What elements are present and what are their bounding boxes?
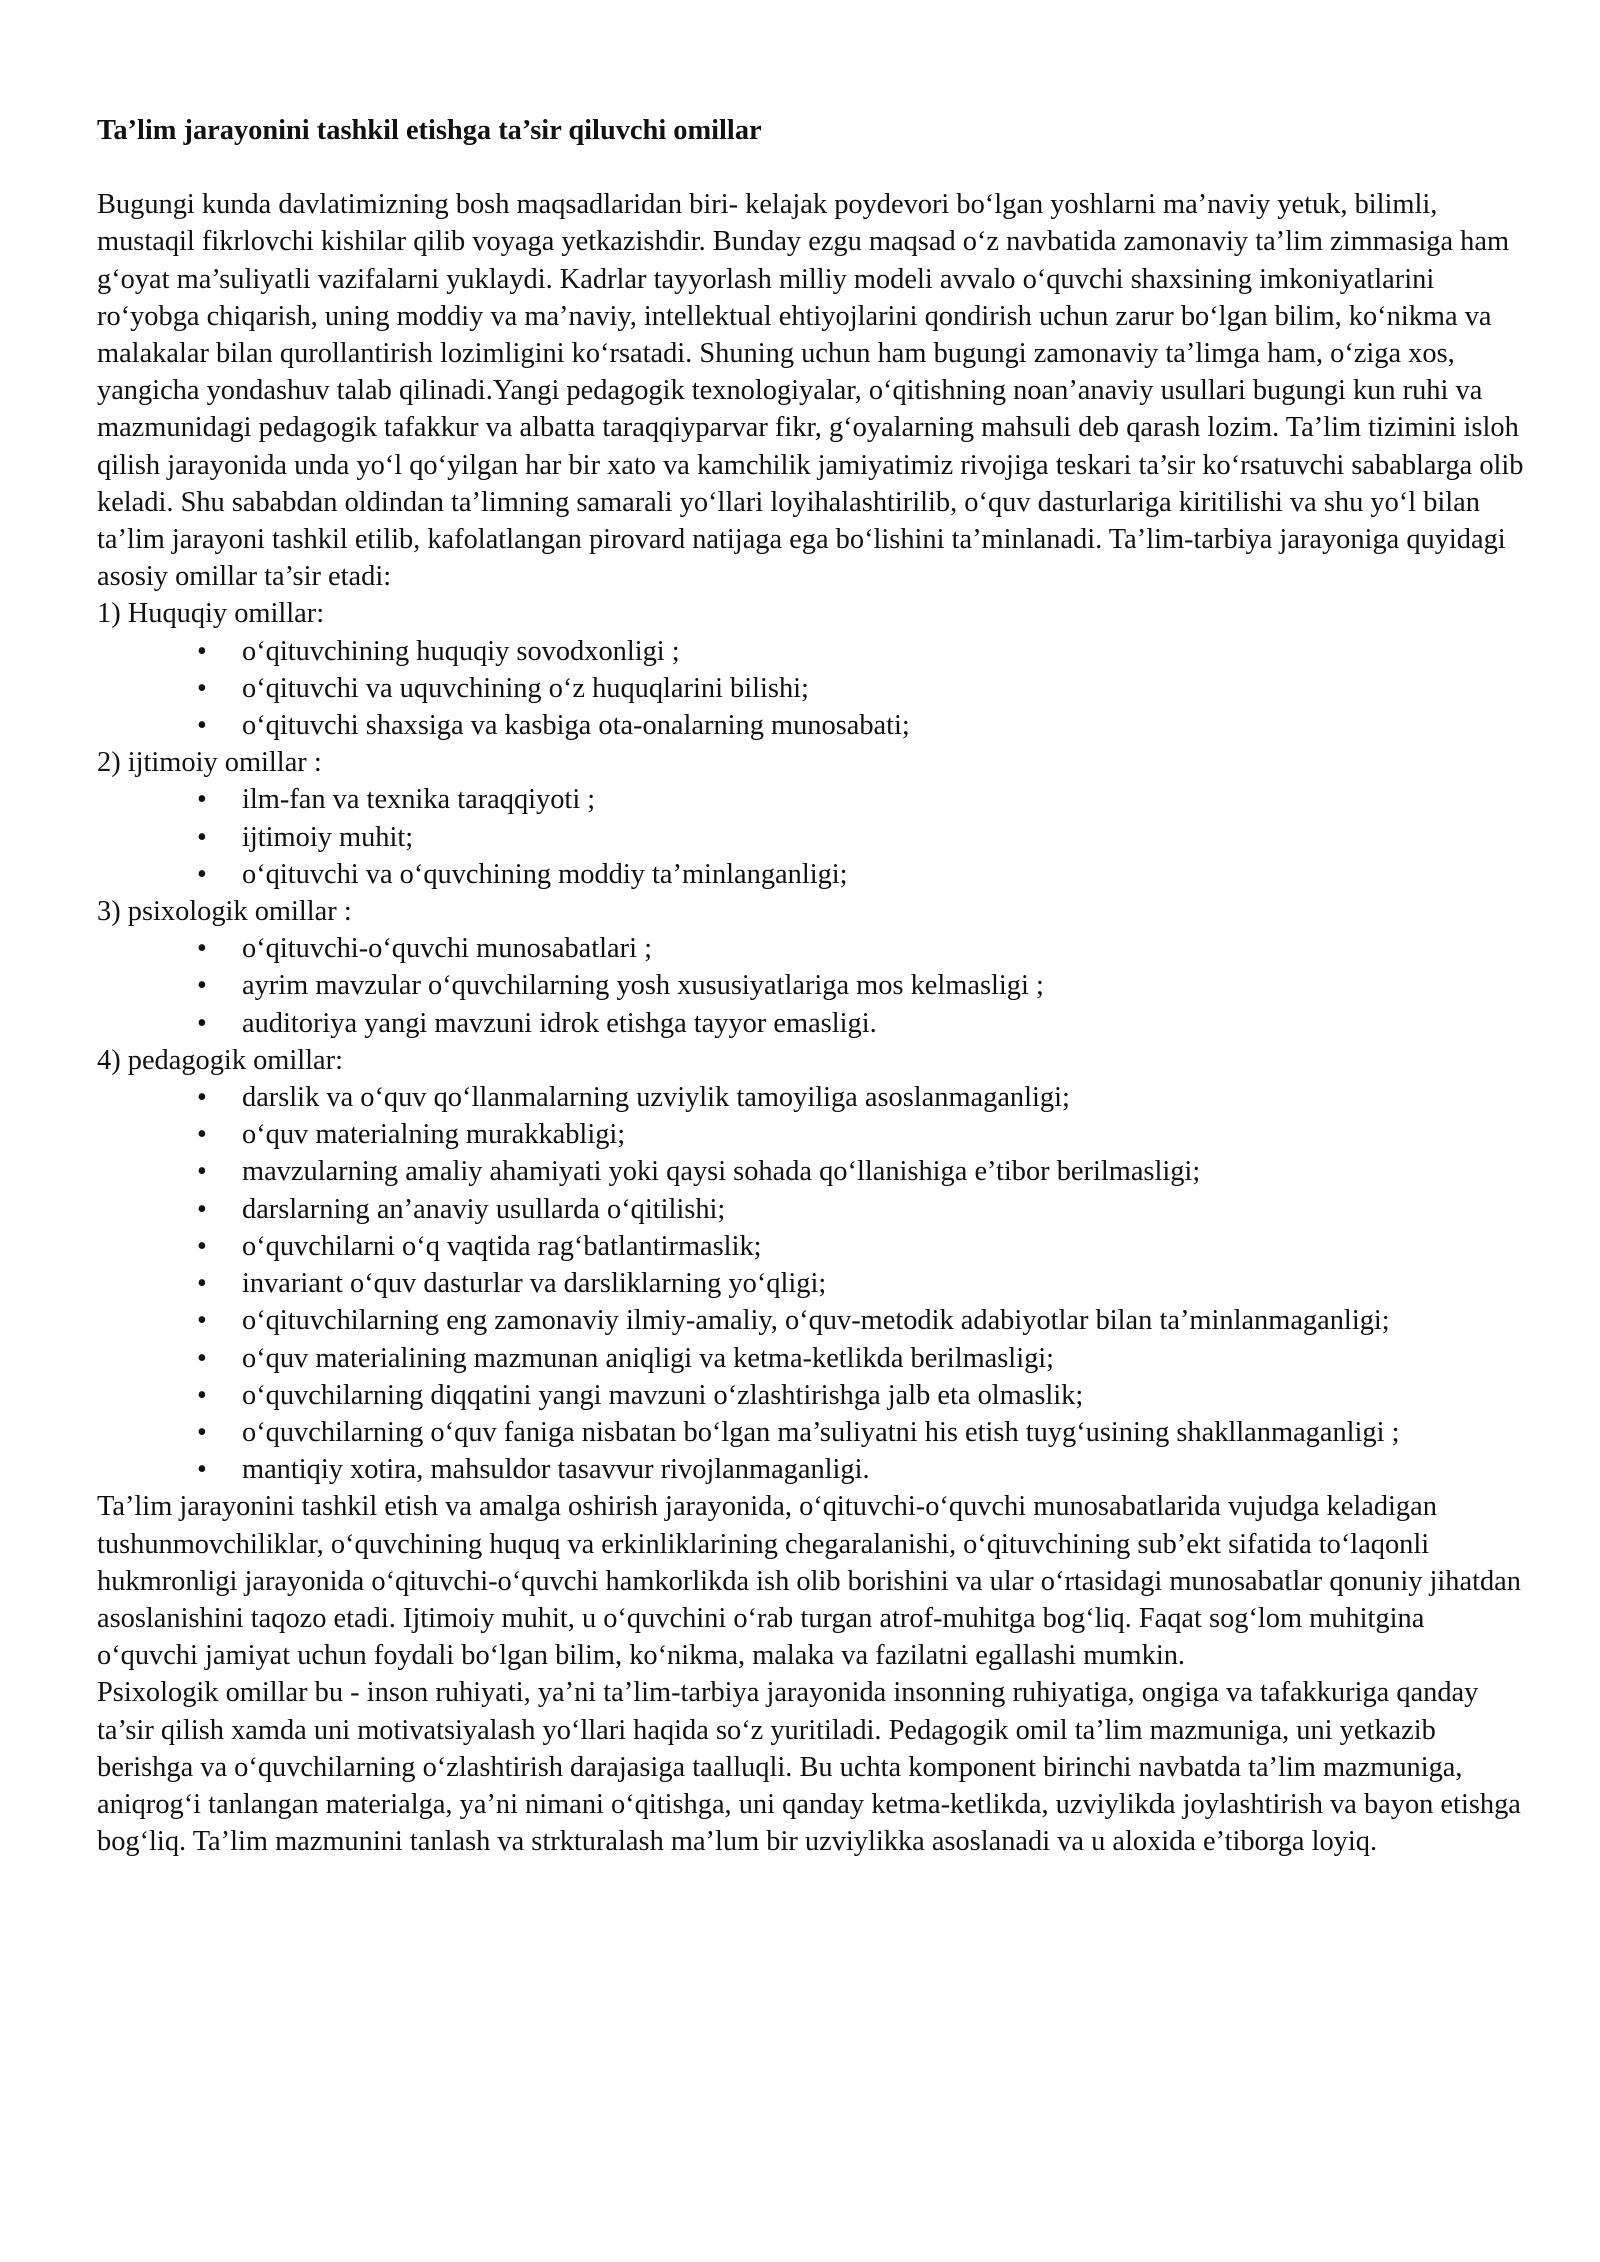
section-pedagogical <box>97 1042 1527 1488</box>
list-item: • darslarning an’anaviy usullarda o‘qitilishi; <box>242 1191 1527 1228</box>
section-heading-legal: 1) Huquqiy omillar: <box>97 598 325 630</box>
list-item: • o‘quv materialining mazmunan aniqligi va ketma-ketlikda berilmasligi; <box>242 1340 1527 1377</box>
list-item: • mantiqiy xotira, mahsuldor tasavvur rivojlanmaganligi. <box>242 1451 1527 1488</box>
section-legal <box>97 595 1527 744</box>
section-psychological <box>97 893 1527 1042</box>
intro-paragraph: Bugungi kunda davlatimizning bosh maqsadlaridan biri- kelajak poydevori bo‘lgan yoshlarni ma’naviy yetuk, bilimli, mustaqil fikrlovchi kishilar qilib voyaga yetkazishdir. Bunday ezgu maqsad o‘z navbatida zamonaviy ta’lim zimmasiga ham g‘oyat ma’suliyatli vazifalarni yuklaydi. Kadrlar tayyorlash milliy modeli avvalo o‘quvchi shaxsining imkoniyatlarini ro‘yobga chiqarish, uning moddiy va ma’naviy, intellektual ehtiyojlarini qondirish uchun zarur bo‘lgan bilim, ko‘nikma va malakalar bilan qurollantirish lozimligini ko‘rsatadi. Shuning uchun ham bugungi zamonaviy ta’limga ham, o‘ziga xos, yangicha yondashuv talab qilinadi.Yangi pedagogik texnologiyalar, o‘qitishning noan’anaviy usullari bugungi kun ruhi va mazmunidagi pedagogik tafakkur va albatta taraqqiyparvar fikr, g‘oyalarning mahsuli deb qarash lozim. Ta’lim tizimini isloh qilish jarayonida unda yo‘l qo‘yilgan har bir xato va kamchilik jamiyatimiz rivojiga teskari ta’sir ko‘rsatuvchi sabablarga olib keladi. Shu sababdan oldindan ta’limning samarali yo‘llari loyihalashtirilib, o‘quv dasturlariga kiritilishi va shu yo‘l bilan ta’lim jarayoni tashkil etilib, kafolatlangan pirovard natijaga ega bo‘lishini ta’minlanadi. Ta’lim-tarbiya jarayoniga quyidagi asosiy omillar ta’sir etadi: <box>97 189 1524 593</box>
list-item: • o‘qituvchi shaxsiga va kasbiga ota-onalarning munosabati; <box>242 707 1527 744</box>
document-title: Ta’lim jarayonini tashkil etishga ta’sir qiluvchi omillar <box>97 115 762 146</box>
section-heading-social: 2) ijtimoiy omillar : <box>97 747 322 779</box>
list-item: • o‘qituvchi-o‘quvchi munosabatlari ; <box>242 930 1527 967</box>
list-item: • ilm-fan va texnika taraqqiyoti ; <box>242 781 1527 818</box>
bullet-list-social <box>97 781 1527 893</box>
section-social <box>97 744 1527 893</box>
list-item: • o‘qituvchilarning eng zamonaviy ilmiy-amaliy, o‘quv-metodik adabiyotlar bilan ta’minlanmaganligi; <box>242 1302 1527 1339</box>
list-item: • o‘qituvchining huquqiy sovodxonligi ; <box>242 633 1527 670</box>
list-item: • o‘qituvchi va uquvchining o‘z huquqlarini bilishi; <box>242 670 1527 707</box>
list-item: • o‘qituvchi va o‘quvchining moddiy ta’minlanganligi; <box>242 856 1527 893</box>
list-item: • invariant o‘quv dasturlar va darsliklarning yo‘qligi; <box>242 1265 1527 1302</box>
list-item: • darslik va o‘quv qo‘llanmalarning uzviylik tamoyiliga asoslanmaganligi; <box>242 1079 1527 1116</box>
bullet-list-legal <box>97 633 1527 745</box>
list-item: • o‘quvchilarni o‘q vaqtida rag‘batlantirmaslik; <box>242 1228 1527 1265</box>
closing-paragraph-2: Psixologik omillar bu - inson ruhiyati, ya’ni ta’lim-tarbiya jarayonida insonning ruhiyatiga, ongiga va tafakkuriga qanday ta’sir qilish xamda uni motivatsiyalash yo‘llari haqida so‘z yuritiladi. Pedagogik omil ta’lim mazmuniga, uni yetkazib berishga va o‘quvchilarning o‘zlashtirish darajasiga taalluqli. Bu uchta komponent birinchi navbatda ta’lim mazmuniga, aniqrog‘i tanlangan materialga, ya’ni nimani o‘qitishga, uni qanday ketma-ketlikda, uzviylikda joylashtirish va bayon etishga bog‘liq. Ta’lim mazmunini tanlash va strkturalash ma’lum bir uzviylikka asoslanadi va u aloxida e’tiborga loyiq. <box>97 1677 1521 1858</box>
bullet-list-pedagogical <box>97 1079 1527 1488</box>
list-item: • auditoriya yangi mavzuni idrok etishga tayyor emasligi. <box>242 1005 1527 1042</box>
list-item: • o‘quvchilarning diqqatini yangi mavzuni o‘zlashtirishga jalb eta olmaslik; <box>242 1377 1527 1414</box>
section-heading-pedagogical: 4) pedagogik omillar: <box>97 1044 343 1076</box>
section-heading-psychological: 3) psixologik omillar : <box>97 896 352 928</box>
bullet-list-psychological <box>97 930 1527 1042</box>
list-item: • ijtimoiy muhit; <box>242 819 1527 856</box>
list-item: • ayrim mavzular o‘quvchilarning yosh xususiyatlariga mos kelmasligi ; <box>242 967 1527 1004</box>
document-page <box>97 112 1527 1860</box>
list-item: • o‘quv materialning murakkabligi; <box>242 1116 1527 1153</box>
list-item: • mavzularning amaliy ahamiyati yoki qaysi sohada qo‘llanishiga e’tibor berilmasligi; <box>242 1153 1527 1190</box>
list-item: • o‘quvchilarning o‘quv faniga nisbatan bo‘lgan ma’suliyatni his etish tuyg‘usining shakllanmaganligi ; <box>242 1414 1527 1451</box>
closing-paragraph-1: Ta’lim jarayonini tashkil etish va amalga oshirish jarayonida, o‘qituvchi-o‘quvchi munosabatlarida vujudga keladigan tushunmovchiliklar, o‘quvchining huquq va erkinliklarining chegaralanishi, o‘qituvchining sub’ekt sifatida to‘laqonli hukmronligi jarayonida o‘qituvchi-o‘quvchi hamkorlikda ish olib borishini va ular o‘rtasidagi munosabatlar qonuniy jihatdan asoslanishini taqozo etadi. Ijtimoiy muhit, u o‘quvchini o‘rab turgan atrof-muhitga bog‘liq. Faqat sog‘lom muhitgina o‘quvchi jamiyat uchun foydali bo‘lgan bilim, ko‘nikma, malaka va fazilatni egallashi mumkin. <box>97 1491 1521 1672</box>
